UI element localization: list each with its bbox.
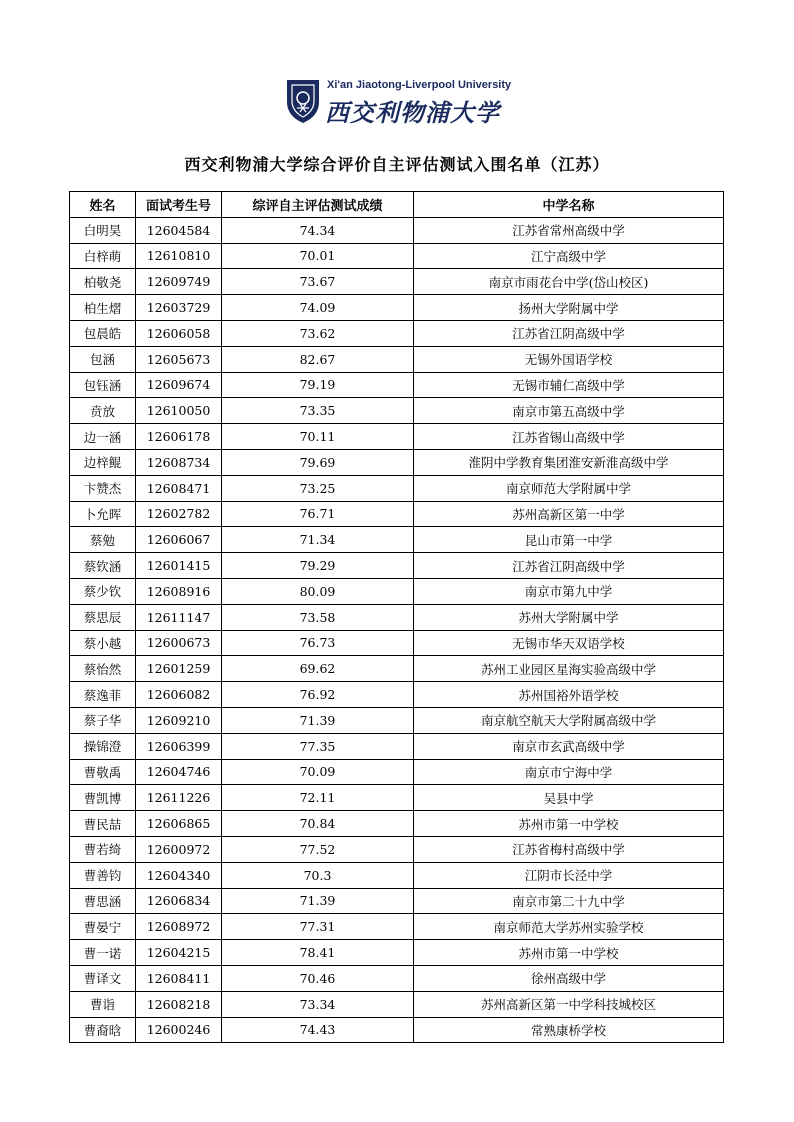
cell-exam-id: 12606067: [136, 527, 222, 553]
table-row: [70, 346, 724, 372]
cell-school: 南京市雨花台中学(岱山校区): [414, 269, 724, 295]
cell-score: 78.41: [222, 940, 414, 966]
table-row: [70, 372, 724, 398]
shield-crest-icon: [285, 78, 321, 124]
cell-score: 73.34: [222, 991, 414, 1017]
cell-score: 77.52: [222, 836, 414, 862]
cell-score: 70.11: [222, 424, 414, 450]
cell-school: 南京市第二十九中学: [414, 888, 724, 914]
cell-exam-id: 12606058: [136, 320, 222, 346]
table-row: [70, 682, 724, 708]
table-row: [70, 940, 724, 966]
cell-school: 江苏省江阴高级中学: [414, 320, 724, 346]
cell-school: 无锡市华天双语学校: [414, 630, 724, 656]
cell-name: 操锦澄: [70, 733, 136, 759]
cell-name: 曹若绮: [70, 836, 136, 862]
cell-exam-id: 12604584: [136, 217, 222, 243]
column-header-school: 中学名称: [414, 192, 724, 218]
cell-score: 79.19: [222, 372, 414, 398]
cell-school: 江苏省江阴高级中学: [414, 553, 724, 579]
cell-name: 曹晏宁: [70, 914, 136, 940]
cell-school: 江宁高级中学: [414, 243, 724, 269]
cell-school: 无锡外国语学校: [414, 346, 724, 372]
cell-exam-id: 12604340: [136, 862, 222, 888]
cell-school: 常熟康桥学校: [414, 1017, 724, 1043]
cell-name: 包晨皓: [70, 320, 136, 346]
cell-exam-id: 12606834: [136, 888, 222, 914]
cell-name: 包钰涵: [70, 372, 136, 398]
cell-school: 江苏省常州高级中学: [414, 217, 724, 243]
table-row: [70, 320, 724, 346]
cell-school: 江苏省梅村高级中学: [414, 836, 724, 862]
cell-score: 73.35: [222, 398, 414, 424]
cell-school: 苏州高新区第一中学科技城校区: [414, 991, 724, 1017]
cell-school: 南京师范大学附属中学: [414, 475, 724, 501]
table-row: [70, 295, 724, 321]
column-header-score: 综评自主评估测试成绩: [222, 192, 414, 218]
cell-name: 蔡钦涵: [70, 553, 136, 579]
cell-school: 南京航空航天大学附属高级中学: [414, 707, 724, 733]
cell-exam-id: 12606865: [136, 811, 222, 837]
cell-school: 苏州工业园区星海实验高级中学: [414, 656, 724, 682]
cell-name: 曹凯博: [70, 785, 136, 811]
table-header-row: [70, 192, 724, 218]
cell-school: 无锡市辅仁高级中学: [414, 372, 724, 398]
table-row: [70, 604, 724, 630]
cell-exam-id: 12604215: [136, 940, 222, 966]
cell-school: 南京市第五高级中学: [414, 398, 724, 424]
table-row: [70, 965, 724, 991]
cell-name: 曹译文: [70, 965, 136, 991]
cell-exam-id: 12608916: [136, 578, 222, 604]
table-row: [70, 991, 724, 1017]
cell-exam-id: 12608471: [136, 475, 222, 501]
cell-name: 包涵: [70, 346, 136, 372]
cell-score: 74.34: [222, 217, 414, 243]
cell-score: 82.67: [222, 346, 414, 372]
cell-score: 73.58: [222, 604, 414, 630]
table-row: [70, 836, 724, 862]
table-row: [70, 553, 724, 579]
cell-score: 74.09: [222, 295, 414, 321]
table-row: [70, 811, 724, 837]
cell-exam-id: 12608218: [136, 991, 222, 1017]
cell-school: 南京市玄武高级中学: [414, 733, 724, 759]
table-row: [70, 243, 724, 269]
cell-score: 70.84: [222, 811, 414, 837]
cell-score: 70.01: [222, 243, 414, 269]
cell-school: 苏州市第一中学校: [414, 940, 724, 966]
cell-school: 南京市宁海中学: [414, 759, 724, 785]
cell-exam-id: 12600246: [136, 1017, 222, 1043]
cell-name: 白明昊: [70, 217, 136, 243]
table-row: [70, 707, 724, 733]
cell-score: 79.69: [222, 449, 414, 475]
cell-exam-id: 12602782: [136, 501, 222, 527]
table-row: [70, 914, 724, 940]
cell-exam-id: 12601259: [136, 656, 222, 682]
cell-name: 曹民喆: [70, 811, 136, 837]
table-row: [70, 424, 724, 450]
cell-score: 73.25: [222, 475, 414, 501]
cell-exam-id: 12605673: [136, 346, 222, 372]
table-row: [70, 785, 724, 811]
cell-name: 蔡小越: [70, 630, 136, 656]
table-body: [70, 217, 724, 1043]
cell-score: 79.29: [222, 553, 414, 579]
table-row: [70, 475, 724, 501]
logo-chinese-name: 西交利物浦大学: [325, 98, 500, 127]
cell-name: 贲放: [70, 398, 136, 424]
cell-school: 吴县中学: [414, 785, 724, 811]
cell-score: 73.67: [222, 269, 414, 295]
cell-name: 卞赞杰: [70, 475, 136, 501]
table-row: [70, 1017, 724, 1043]
cell-exam-id: 12600972: [136, 836, 222, 862]
table-row: [70, 398, 724, 424]
table-row: [70, 862, 724, 888]
cell-exam-id: 12608972: [136, 914, 222, 940]
cell-name: 曹一诺: [70, 940, 136, 966]
cell-school: 苏州高新区第一中学: [414, 501, 724, 527]
cell-school: 淮阴中学教育集团淮安新淮高级中学: [414, 449, 724, 475]
table-row: [70, 269, 724, 295]
cell-name: 卜允晖: [70, 501, 136, 527]
cell-name: 边一涵: [70, 424, 136, 450]
cell-name: 蔡少钦: [70, 578, 136, 604]
cell-name: 蔡思辰: [70, 604, 136, 630]
cell-score: 77.31: [222, 914, 414, 940]
cell-school: 扬州大学附属中学: [414, 295, 724, 321]
cell-school: 徐州高级中学: [414, 965, 724, 991]
cell-name: 柏敬尧: [70, 269, 136, 295]
cell-school: 苏州大学附属中学: [414, 604, 724, 630]
cell-exam-id: 12601415: [136, 553, 222, 579]
cell-exam-id: 12606178: [136, 424, 222, 450]
cell-score: 69.62: [222, 656, 414, 682]
cell-score: 71.34: [222, 527, 414, 553]
cell-exam-id: 12603729: [136, 295, 222, 321]
cell-exam-id: 12611147: [136, 604, 222, 630]
column-header-name: 姓名: [70, 192, 136, 218]
cell-score: 72.11: [222, 785, 414, 811]
cell-name: 边梓鲲: [70, 449, 136, 475]
cell-school: 江苏省锡山高级中学: [414, 424, 724, 450]
cell-school: 苏州国裕外语学校: [414, 682, 724, 708]
cell-exam-id: 12611226: [136, 785, 222, 811]
table-row: [70, 578, 724, 604]
logo-english-name: Xi'an Jiaotong-Liverpool University: [327, 79, 512, 91]
cell-name: 蔡怡然: [70, 656, 136, 682]
cell-exam-id: 12606082: [136, 682, 222, 708]
table-row: [70, 630, 724, 656]
cell-score: 76.92: [222, 682, 414, 708]
cell-score: 76.71: [222, 501, 414, 527]
cell-exam-id: 12610050: [136, 398, 222, 424]
cell-exam-id: 12604746: [136, 759, 222, 785]
cell-name: 曹敬禹: [70, 759, 136, 785]
cell-score: 71.39: [222, 707, 414, 733]
cell-exam-id: 12608411: [136, 965, 222, 991]
cell-score: 70.3: [222, 862, 414, 888]
cell-name: 曹裔晗: [70, 1017, 136, 1043]
cell-score: 70.09: [222, 759, 414, 785]
cell-name: 曹思涵: [70, 888, 136, 914]
cell-exam-id: 12606399: [136, 733, 222, 759]
cell-exam-id: 12600673: [136, 630, 222, 656]
cell-name: 柏生熠: [70, 295, 136, 321]
page-title: 西交利物浦大学综合评价自主评估测试入围名单（江苏）: [184, 155, 610, 174]
table-row: [70, 501, 724, 527]
cell-exam-id: 12609210: [136, 707, 222, 733]
table-row: [70, 888, 724, 914]
cell-score: 74.43: [222, 1017, 414, 1043]
table-row: [70, 527, 724, 553]
table-row: [70, 449, 724, 475]
cell-exam-id: 12609749: [136, 269, 222, 295]
university-logo: [285, 78, 515, 126]
cell-name: 曹善钧: [70, 862, 136, 888]
cell-exam-id: 12608734: [136, 449, 222, 475]
cell-score: 80.09: [222, 578, 414, 604]
table-row: [70, 217, 724, 243]
cell-name: 蔡逸菲: [70, 682, 136, 708]
cell-school: 苏州市第一中学校: [414, 811, 724, 837]
cell-exam-id: 12609674: [136, 372, 222, 398]
cell-school: 江阴市长泾中学: [414, 862, 724, 888]
cell-school: 南京师范大学苏州实验学校: [414, 914, 724, 940]
cell-score: 76.73: [222, 630, 414, 656]
cell-name: 白梓萌: [70, 243, 136, 269]
column-header-exam-id: 面试考生号: [136, 192, 222, 218]
cell-school: 南京市第九中学: [414, 578, 724, 604]
cell-name: 曹诣: [70, 991, 136, 1017]
cell-score: 71.39: [222, 888, 414, 914]
cell-school: 昆山市第一中学: [414, 527, 724, 553]
table-row: [70, 733, 724, 759]
cell-score: 77.35: [222, 733, 414, 759]
cell-score: 73.62: [222, 320, 414, 346]
cell-name: 蔡子华: [70, 707, 136, 733]
shortlist-table: [69, 191, 724, 1043]
table-row: [70, 656, 724, 682]
cell-name: 蔡勉: [70, 527, 136, 553]
cell-exam-id: 12610810: [136, 243, 222, 269]
cell-score: 70.46: [222, 965, 414, 991]
table-row: [70, 759, 724, 785]
